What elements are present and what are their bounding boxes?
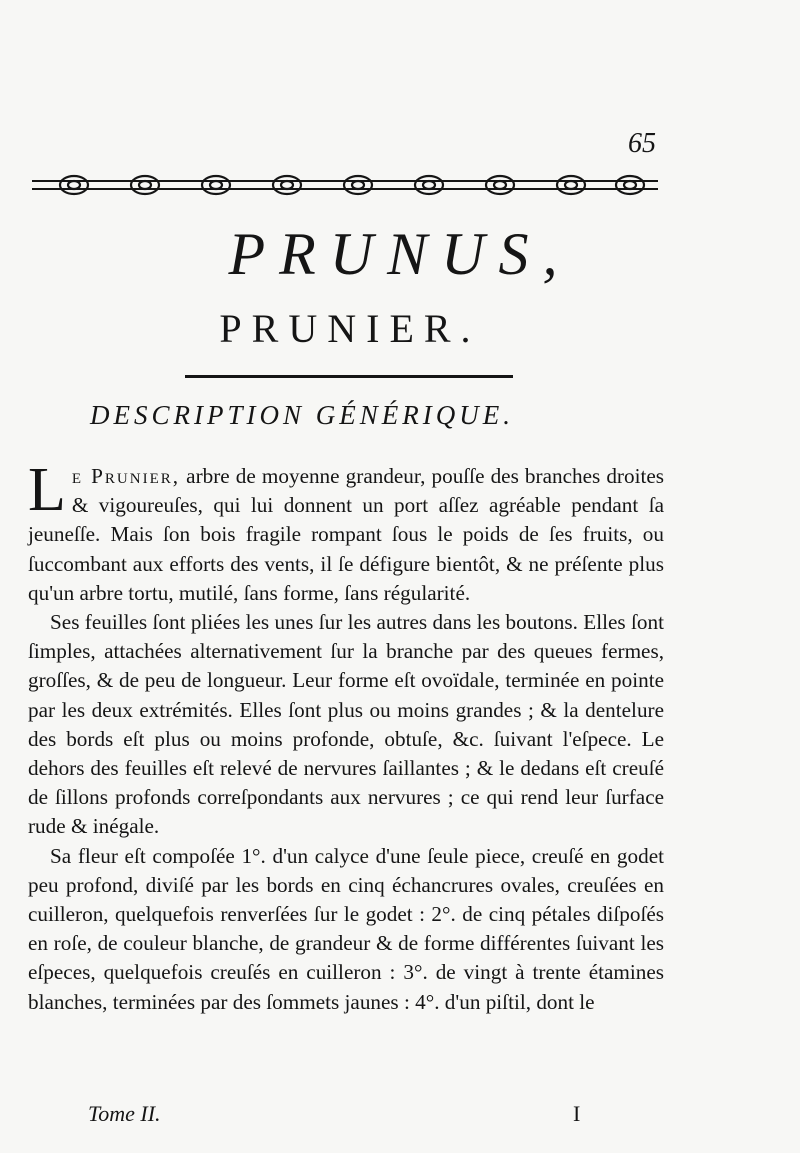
decorative-border-ornament bbox=[32, 172, 658, 198]
section-heading: DESCRIPTION GÉNÉRIQUE. bbox=[90, 400, 514, 430]
paragraph-1-text: arbre de moyenne grandeur, pouſſe des branches droites & vigoureuſes, qui lui donnent un port aſſez agréable pendant ſa jeuneſſe. Mais ſon bois fragile rompant ſous le poids de ſes fruits, ou ſuccombant aux efforts des vents, il ſe défigure bientôt, & ne préſente plus qu'un arbre tortu, mutilé, ſans forme, ſans régularité. bbox=[28, 464, 665, 605]
page-title: PRUNUS, bbox=[228, 221, 572, 287]
page-number: 65 bbox=[628, 128, 656, 159]
volume-footer: Tome II. bbox=[88, 1101, 161, 1126]
drop-cap: L bbox=[28, 456, 66, 524]
page-subtitle: PRUNIER. bbox=[219, 306, 481, 351]
body-text bbox=[28, 456, 665, 1017]
paragraph-2: Ses feuilles ſont pliées les unes ſur les autres dans les boutons. Elles ſont ſimples, attachées alternativement ſur la branche par des queues fermes, groſſes, & de peu de longueur. Leur forme eſt ovoïdale, terminée en pointe par les deux extrémités. Elles ſont plus ou moins grandes ; & la dentelure des bords eſt plus ou moins profonde, obtuſe, &c. ſuivant l'eſpece. Le dehors des feuilles eſt relevé de nervures ſaillantes ; & le dedans eſt creuſé de ſillons profonds correſpondants aux nervures ; ce qui rend leur ſurface rude & inégale. bbox=[28, 610, 664, 839]
title-divider bbox=[185, 375, 513, 378]
paragraph-1 bbox=[28, 456, 665, 608]
paragraph-3: Sa fleur eſt compoſée 1°. d'un calyce d'une ſeule piece, creuſé en godet peu profond, diviſé par les bords en cinq échancrures ovales, creuſées en cuilleron, quelquefois renverſées ſur le godet : 2°. de cinq pétales diſpoſés en roſe, de couleur blanche, de grandeur & de forme différentes ſuivant les eſpeces, quelquefois creuſés en cuilleron : 3°. de vingt à trente étamines blanches, terminées par des ſommets jaunes : 4°. d'un piſtil, dont le bbox=[28, 843, 664, 1014]
signature-mark: I bbox=[573, 1101, 581, 1126]
paragraph-lead: e Prunier, bbox=[71, 464, 181, 488]
